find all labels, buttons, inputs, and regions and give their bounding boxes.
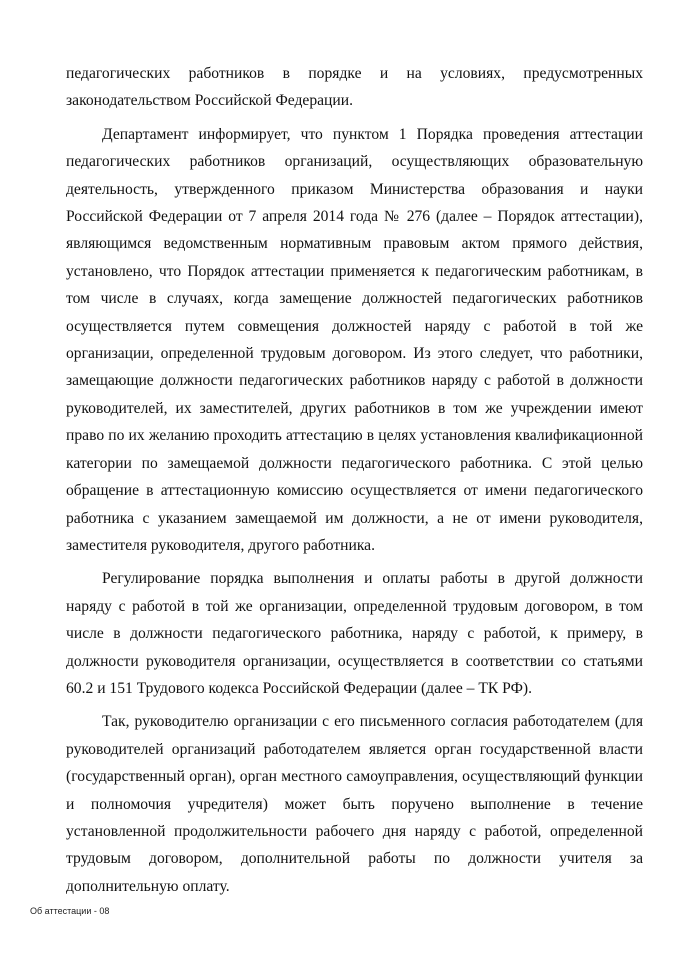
paragraph-director-example: Так, руководителю организации с его письменного согласия работодателем (для руководителей организаций работодателем является орган государственной власти (государственный орган), орган местного самоуправления, осуществляющий функции и полномочия учредителя) может быть поручено выполнение в течение установленной продолжительности рабочего дня наряду с работой, определенной трудовым договором, дополнительной работы по должности учителя за дополнительную оплату. — [66, 713, 643, 895]
paragraph-continuation: педагогических работников в порядке и на условиях, предусмотренных законодательством Российской Федерации. — [66, 65, 643, 110]
document-body — [66, 60, 643, 900]
page-footer: Об аттестации - 08 — [30, 906, 110, 916]
paragraph-regulation: Регулирование порядка выполнения и оплаты работы в другой должности наряду с работой в той же организации, определенной трудовым договором, в том числе в должности педагогического работника, наряду с работой, к примеру, в должности руководителя организации, осуществляется в соответствии со статьями 60.2 и 151 Трудового кодекса Российской Федерации (далее – ТК РФ). — [66, 570, 643, 697]
paragraph-attestation-order: Департамент информирует, что пунктом 1 Порядка проведения аттестации педагогических работников организаций, осуществляющих образовательную деятельность, утвержденного приказом Министерства образования и науки Российской Федерации от 7 апреля 2014 года № 276 (далее – Порядок аттестации), являющимся ведомственным нормативным правовым актом прямого действия, установлено, что Порядок аттестации применяется к педагогическим работникам, в том числе в случаях, когда замещение должностей педагогических работников осуществляется путем совмещения должностей наряду с работой в той же организации, определенной трудовым договором. Из этого следует, что работники, замещающие должности педагогических работников наряду с работой в должности руководителей, их заместителей, других работников в том же учреждении имеют право по их желанию проходить аттестацию в целях установления квалификационной категории по замещаемой должности педагогического работника. С этой целью обращение в аттестационную комиссию осуществляется от имени педагогического работника с указанием замещаемой им должности, а не от имени руководителя, заместителя руководителя, другого работника. — [66, 125, 643, 554]
